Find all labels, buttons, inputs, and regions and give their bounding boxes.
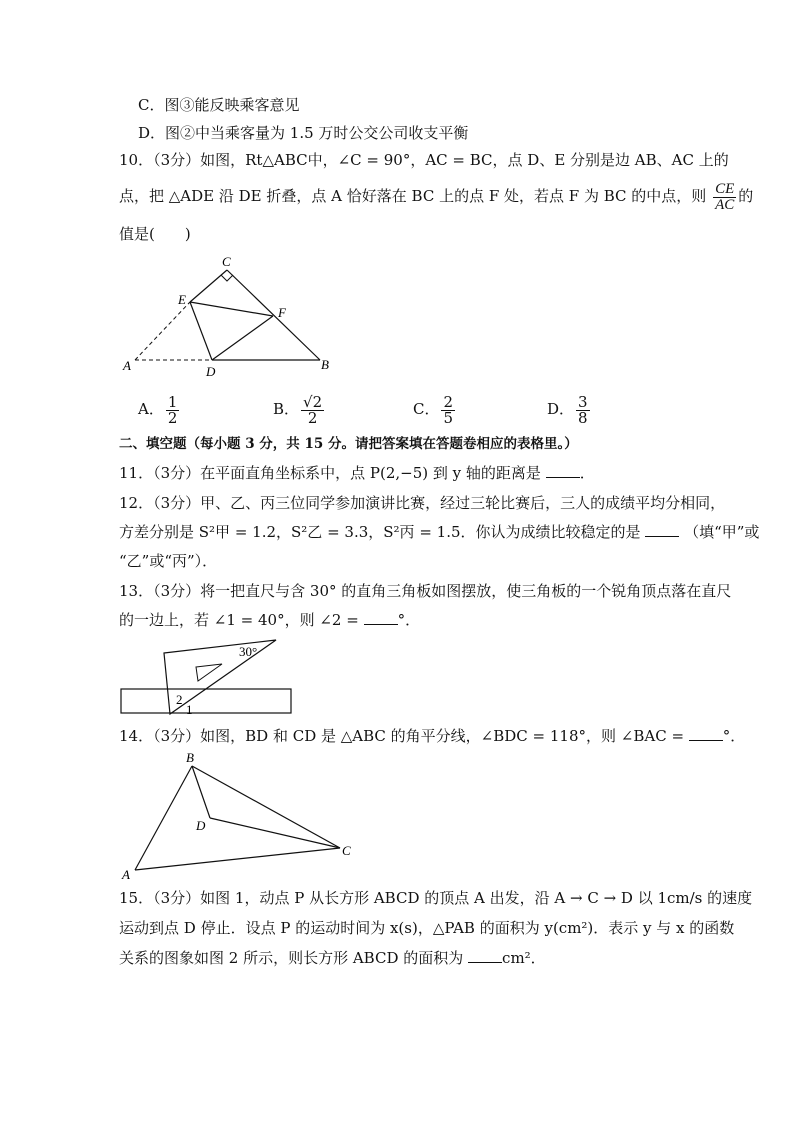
q10-option-b-den: 2 xyxy=(307,408,318,427)
q10-option-a-label: A． xyxy=(138,400,164,418)
q10-label-e: E xyxy=(178,292,186,307)
q14-edge-ab xyxy=(135,766,192,870)
q13-ruler xyxy=(121,689,291,713)
q10-option-a-num: 1 xyxy=(167,392,178,411)
q13-answer-blank[interactable] xyxy=(364,610,398,625)
q10-option-b-label: B． xyxy=(273,400,300,418)
q10-option-d-num: 3 xyxy=(578,392,588,411)
q14-answer-blank[interactable] xyxy=(689,726,723,741)
q13-line2-end: °． xyxy=(397,611,421,629)
q12-line1: 12．（3分）甲、乙、丙三位同学参加演讲比赛，经过三轮比赛后，三人的成绩平均分相同， xyxy=(119,494,726,512)
q13-label-1: 1 xyxy=(186,702,193,717)
q10-ratio-numerator: CE xyxy=(715,180,735,197)
q15-line3-text: 关系的图象如图 2 所示，则长方形 ABCD 的面积为 xyxy=(119,949,464,967)
q10-line1: 10．（3分）如图，Rt△ABC中，∠C = 90°，AC = BC，点 D、E 分别是边 AB、AC 上的 xyxy=(119,151,729,169)
q12-line2-text: 方差分别是 S²甲 = 1.2，S²乙 = 3.3，S²丙 = 1.5．你认为成绩比较稳定的是 xyxy=(119,523,641,541)
q14-line1 xyxy=(119,726,745,746)
q10-label-a: A xyxy=(123,358,131,373)
q15-answer-blank[interactable] xyxy=(468,948,502,963)
q13-ruler-triangle-figure xyxy=(118,638,298,718)
q14-triangle-figure xyxy=(115,748,365,883)
q10-edge-ac-dashed xyxy=(135,302,190,360)
q13-line1: 13．（3分）将一把直尺与含 30° 的直角三角板如图摆放，使三角板的一个锐角顶点落在直尺 xyxy=(119,582,732,600)
q13-label-2: 2 xyxy=(176,692,183,707)
q10-line2-text: 点，把 △ADE 沿 DE 折叠，点 A 恰好落在 BC 上的点 F 处，若点 F 为 BC 的中点，则 xyxy=(119,187,707,205)
q10-label-c: C xyxy=(222,254,231,269)
q12-line3: “乙”或“丙”）． xyxy=(119,552,218,570)
q10-option-b xyxy=(273,392,326,426)
q10-line3: 值是( ) xyxy=(119,225,191,243)
q13-line2-text: 的一边上，若 ∠1 = 40°，则 ∠2 = xyxy=(119,611,359,629)
q10-edge-ed xyxy=(190,302,212,360)
q10-option-d-den: 8 xyxy=(578,408,588,427)
q14-line1-end: °． xyxy=(722,727,746,745)
q13-label-30: 30° xyxy=(239,644,258,659)
q9-option-c: C．图③能反映乘客意见 xyxy=(138,96,300,114)
q14-edge-dc xyxy=(210,818,340,848)
q15-line1: 15．（3分）如图 1，动点 P 从长方形 ABCD 的顶点 A 出发，沿 A → C → D 以 1cm/s 的速度 xyxy=(119,889,753,907)
q10-option-c-den: 5 xyxy=(443,408,454,427)
q10-edge-ef xyxy=(190,302,273,316)
q10-label-d: D xyxy=(206,364,216,379)
q11-answer-blank[interactable] xyxy=(546,463,580,478)
q10-line2 xyxy=(119,178,753,214)
q12-line2-end: （填“甲”或 xyxy=(684,523,760,541)
q10-option-d xyxy=(547,392,592,426)
q14-label-c: C xyxy=(342,843,351,858)
q10-ratio-denominator: AC xyxy=(715,196,735,213)
q15-line3 xyxy=(119,948,546,968)
q14-line1-text: 14．（3分）如图，BD 和 CD 是 △ABC 的角平分线，∠BDC = 118°，则 ∠BAC = xyxy=(119,727,685,745)
q10-label-b: B xyxy=(321,357,329,372)
q13-triangle-inner xyxy=(196,664,222,681)
q10-option-c xyxy=(413,392,457,426)
q10-option-c-num: 2 xyxy=(443,392,454,411)
section-2-heading: 二、填空题（每小题 3 分，共 15 分。请把答案填在答题卷相应的表格里。） xyxy=(119,436,578,452)
q10-option-c-label: C． xyxy=(413,400,440,418)
q15-line3-end: cm²． xyxy=(502,949,546,967)
q9-option-d: D．图②中当乘客量为 1.5 万时公交公司收支平衡 xyxy=(138,124,469,142)
q14-edge-ac xyxy=(135,848,340,870)
q10-option-a xyxy=(138,392,181,426)
q11-end: ． xyxy=(579,464,595,482)
q14-label-b: B xyxy=(186,750,194,765)
q14-label-a: A xyxy=(122,867,130,882)
q10-ratio-fraction xyxy=(713,182,736,213)
q14-edge-bc xyxy=(192,766,340,848)
q10-option-b-num: √2 xyxy=(303,392,323,411)
q10-option-d-label: D． xyxy=(547,400,575,418)
q14-label-d: D xyxy=(196,818,206,833)
q10-option-a-den: 2 xyxy=(167,408,178,427)
q12-answer-blank[interactable] xyxy=(645,522,679,537)
q10-triangle-figure xyxy=(115,250,345,385)
q13-line2 xyxy=(119,610,420,630)
q11-text: 11．（3分）在平面直角坐标系中，点 P(2,−5) 到 y 轴的距离是 xyxy=(119,464,541,482)
q10-label-f: F xyxy=(278,305,286,320)
q11-line xyxy=(119,463,595,483)
q10-edge-df xyxy=(212,316,273,360)
q12-line2 xyxy=(119,522,759,542)
q10-edge-cb xyxy=(227,270,320,360)
q10-line2-end: 的 xyxy=(738,187,754,205)
q10-right-angle-mark xyxy=(221,275,233,281)
q15-line2: 运动到点 D 停止．设点 P 的运动时间为 x(s)，△PAB 的面积为 y(cm²)．表示 y 与 x 的函数 xyxy=(119,919,735,937)
